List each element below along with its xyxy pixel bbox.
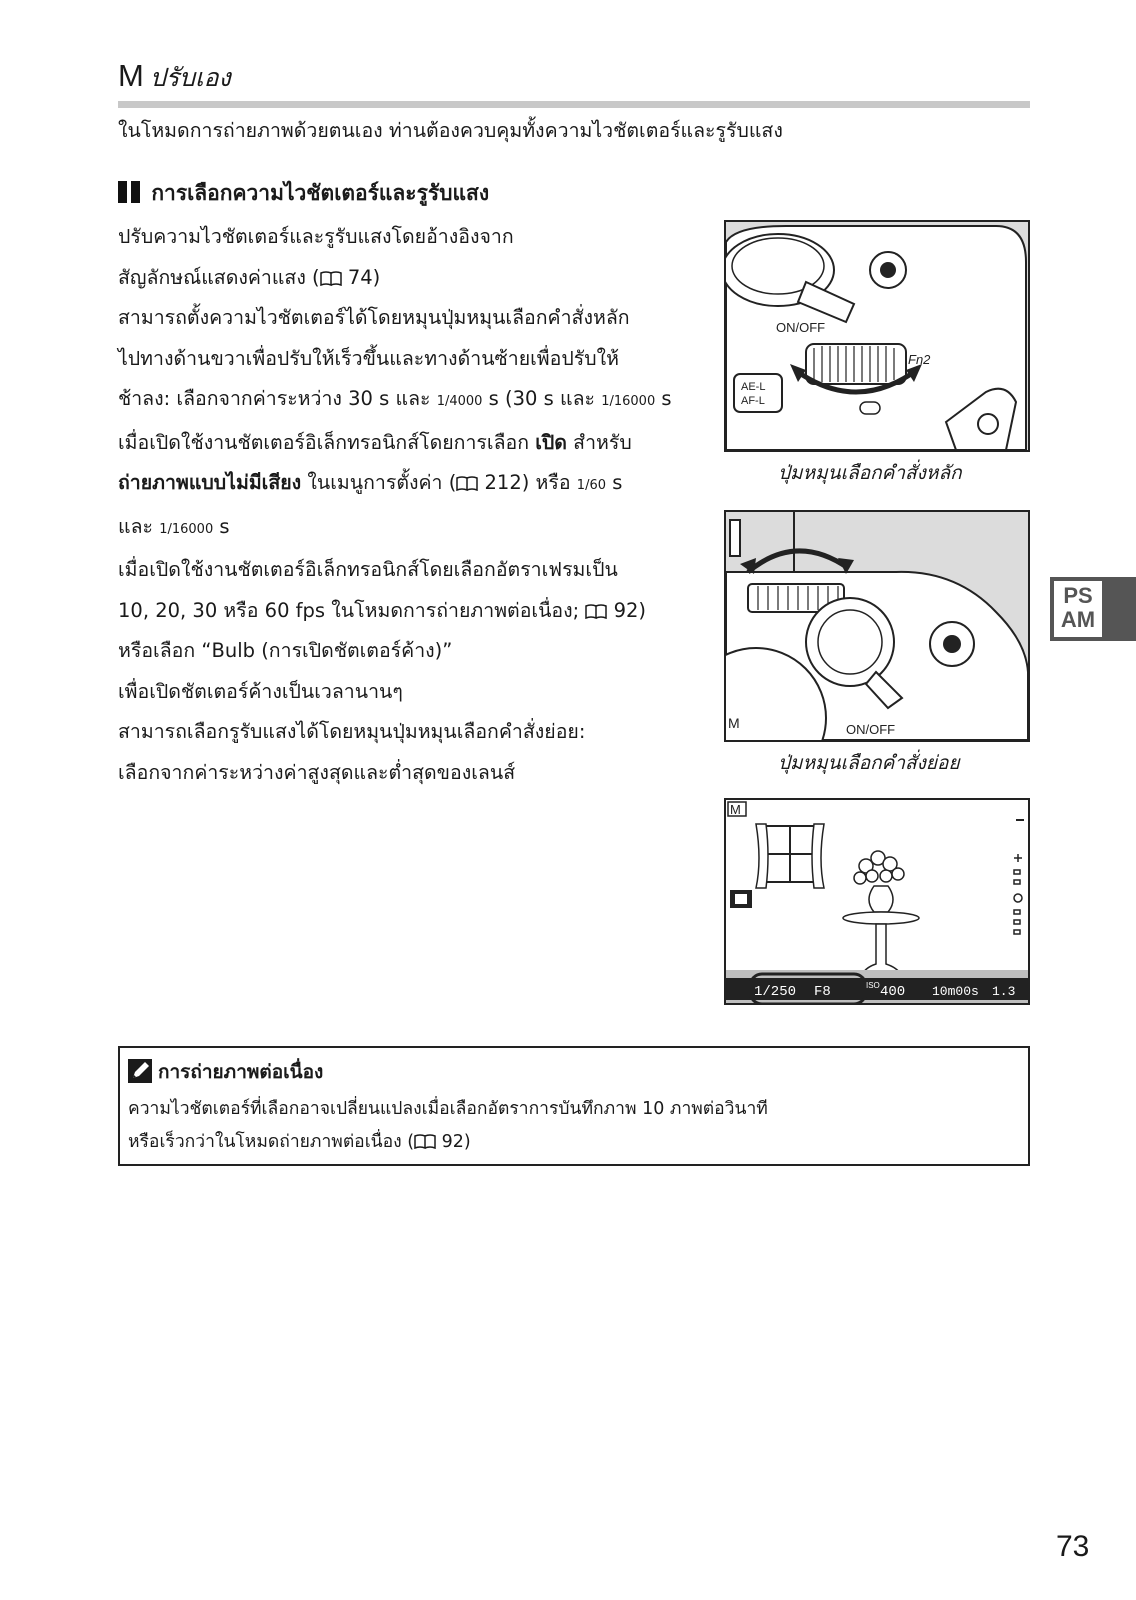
onoff-label: ON/OFF (776, 320, 826, 335)
mode-name: ปรับเอง (149, 63, 231, 92)
note-body (128, 1093, 768, 1159)
note-heading (128, 1057, 323, 1087)
sub-dial-caption: ปุ่มหมุนเลือกคำสั่งย่อย (778, 752, 960, 774)
text-segment: s (606, 471, 623, 494)
body-line (118, 258, 703, 299)
body-line (118, 423, 703, 464)
camera-front-sub-dial-image (726, 512, 1028, 740)
tab-line-2: AM (1060, 607, 1096, 632)
heading-square-icon (118, 181, 127, 203)
onoff-label: ON/OFF (846, 722, 896, 737)
text-segment: ในเมนูการตั้งค่า ( (301, 471, 457, 494)
exposure-value: 1.3 (992, 984, 1016, 999)
body-line (118, 507, 703, 551)
bold-term: เปิด (535, 430, 567, 454)
mode-indicator: M (730, 802, 741, 817)
af-lock-label: AF-L (741, 395, 765, 407)
title-rule (118, 101, 1030, 108)
body-text (118, 217, 703, 793)
text-segment: เมื่อเปิดใช้งานชัตเตอร์อิเล็กทรอนิกส์โดยการเลือก (118, 430, 536, 454)
body-line: เลือกจากค่าระหว่างค่าสูงสุดและต่ำสุดของเลนส์ (118, 760, 516, 784)
main-dial-illustration (724, 220, 1030, 452)
note-line (128, 1126, 768, 1159)
body-line: เพื่อเปิดชัตเตอร์ค้างเป็นเวลานานๆ (118, 679, 403, 703)
body-line: สามารถตั้งความไวชัตเตอร์ได้โดยหมุนปุ่มหมุนเลือกคำสั่งหลัก (118, 306, 630, 329)
iso-label: ISO (866, 981, 880, 990)
monitor-screen-image (726, 800, 1028, 1003)
remaining-time: 10m00s (932, 984, 979, 999)
note-line: ความไวชัตเตอร์ที่เลือกอาจเปลี่ยนแปลงเมื่อเลือกอัตราการบันทึกภาพ 10 ภาพต่อวินาที (128, 1099, 768, 1119)
text-segment: 92) (436, 1132, 471, 1152)
shutter-speed-value: 1/250 (754, 984, 797, 1000)
body-line (118, 379, 703, 423)
body-line: หรือเลือก “Bulb (การเปิดชัตเตอร์ค้าง)” (118, 639, 453, 662)
text-segment: หรือเร็วกว่าในโหมดถ่ายภาพต่อเนื่อง ( (128, 1132, 415, 1152)
book-reference-icon (414, 1134, 436, 1149)
fraction: 1/16000 (601, 394, 656, 409)
text-segment: s (213, 514, 230, 538)
text-segment: สัญลักษณ์แสดงค่าแสง ( (118, 265, 320, 289)
camera-top-main-dial-image (726, 222, 1028, 450)
dial-mode-m: M (728, 715, 740, 731)
section-heading-text: การเลือกความไวชัตเตอร์และรูรับแสง (151, 181, 490, 205)
fraction: 1/4000 (436, 394, 483, 409)
book-reference-icon (320, 271, 342, 286)
fn2-label: Fn2 (908, 352, 931, 367)
ae-lock-label: AE-L (741, 381, 766, 393)
note-heading-text: การถ่ายภาพต่อเนื่อง (158, 1061, 324, 1083)
text-segment: s (655, 387, 672, 410)
text-segment: ช้าลง: เลือกจากค่าระหว่าง 30 s และ (118, 387, 437, 410)
sub-dial-illustration (724, 510, 1030, 742)
body-line: ไปทางด้านขวาเพื่อปรับให้เร็วขึ้นและทางด้านซ้ายเพื่อปรับให้ (118, 346, 619, 370)
book-reference-icon (585, 604, 607, 619)
mode-letter: M (118, 58, 144, 93)
body-line (118, 463, 703, 507)
text-segment: 212) หรือ (478, 471, 577, 494)
tab-line-1: PS (1063, 583, 1093, 608)
fraction: 1/60 (576, 478, 606, 493)
body-line: สามารถเลือกรูรับแสงได้โดยหมุนปุ่มหมุนเลือกคำสั่งย่อย: (118, 720, 586, 743)
book-reference-icon (456, 476, 478, 491)
pencil-note-icon (128, 1059, 152, 1083)
text-segment: 74) (341, 265, 381, 289)
page-number: 73 (1056, 1530, 1090, 1563)
main-dial-caption: ปุ่มหมุนเลือกคำสั่งหลัก (778, 462, 962, 484)
intro-text: ในโหมดการถ่ายภาพด้วยตนเอง ท่านต้องควบคุมทั้งความไวชัตเตอร์และรูรับแสง (118, 119, 783, 142)
bold-term: ถ่ายภาพแบบไม่มีเสียง (118, 471, 302, 494)
monitor-display-illustration (724, 798, 1030, 1005)
page-title (118, 58, 231, 98)
section-side-tab-label (1054, 584, 1102, 632)
section-heading (118, 177, 489, 210)
text-segment: สำหรับ (566, 430, 632, 454)
body-line: เมื่อเปิดใช้งานชัตเตอร์อิเล็กทรอนิกส์โดยเลือกอัตราเฟรมเป็น (118, 558, 618, 581)
text-segment: และ (118, 514, 160, 538)
text-segment: s (30 s และ (482, 387, 602, 410)
text-segment: 92) (607, 598, 647, 622)
body-line: ปรับความไวชัตเตอร์และรูรับแสงโดยอ้างอิงจาก (118, 225, 514, 248)
iso-value: 400 (880, 984, 906, 1000)
heading-square-icon (131, 181, 140, 203)
text-segment: 10, 20, 30 หรือ 60 fps ในโหมดการถ่ายภาพต่อเนื่อง; (118, 598, 586, 622)
aperture-value: F8 (814, 984, 831, 1000)
fraction: 1/16000 (159, 521, 214, 537)
body-line (118, 591, 703, 632)
